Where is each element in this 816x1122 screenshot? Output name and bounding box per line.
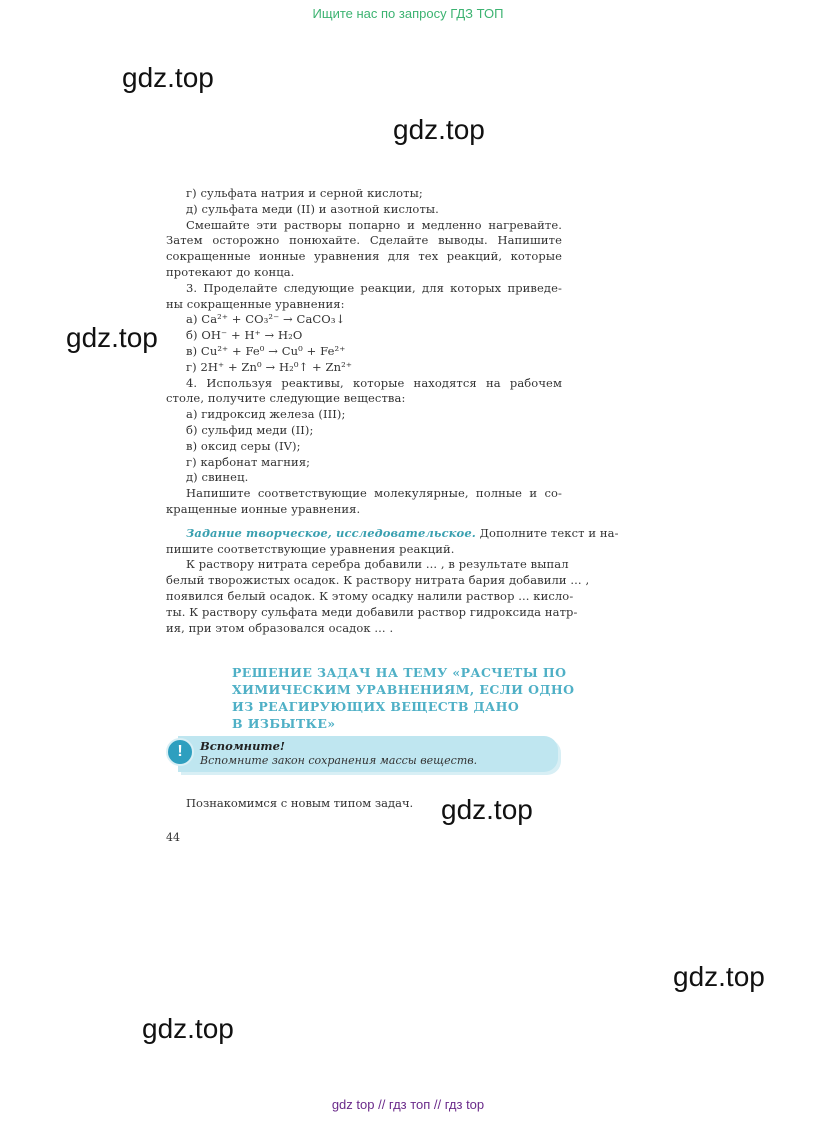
text-line: 4. Используя реактивы, которые находятся на рабочем [186, 375, 562, 390]
text-line: протекают до конца. [166, 264, 295, 279]
text-line: д) сульфата меди (II) и азотной кислоты. [186, 201, 439, 216]
text-line: появился белый осадок. К этому осадку налили раствор ... кисло- [166, 588, 574, 603]
creative-task [166, 525, 619, 637]
remind-callout [166, 736, 562, 776]
text-line: б) сульфид меди (II); [186, 422, 314, 437]
text-line: пишите соответствующие уравнения реакций. [166, 541, 455, 556]
text-line: ты. К раствору сульфата меди добавили раствор гидроксида натр- [166, 604, 578, 619]
text-line: ны сокращенные уравнения: [166, 296, 345, 311]
remind-text: Вспомните закон сохранения массы веществ. [200, 754, 478, 767]
watermark: gdz.top [441, 794, 533, 825]
textbook-page [166, 186, 619, 636]
text-line: д) свинец. [186, 470, 249, 485]
text-line: белый творожистых осадок. К раствору нитрата бария добавили ... , [166, 573, 590, 588]
equation-b: б) OH⁻ + H⁺ → H₂O [186, 328, 303, 343]
text-line: К раствору нитрата серебра добавили ... , в результате выпал [186, 557, 569, 572]
page-number: 44 [166, 831, 180, 844]
text-line: в) оксид серы (IV); [186, 438, 301, 453]
section-title-line: ХИМИЧЕСКИМ УРАВНЕНИЯМ, ЕСЛИ ОДНО [232, 682, 575, 697]
text-line: Затем осторожно понюхайте. Сделайте выводы. Напишите [166, 233, 562, 248]
remind-title: Вспомните! [200, 739, 285, 753]
equation-d: г) 2H⁺ + Zn⁰ → H₂⁰↑ + Zn²⁺ [186, 359, 352, 374]
text-line: Напишите соответствующие молекулярные, полные и со- [186, 486, 562, 501]
text-line: г) карбонат магния; [186, 454, 311, 469]
text-line: 3. Проделайте следующие реакции, для которых приведе- [186, 280, 562, 295]
text-line: сокращенные ионные уравнения для тех реакций, которые [166, 249, 562, 264]
watermark: gdz.top [142, 1013, 234, 1044]
top-banner: Ищите нас по запросу ГДЗ ТОП [312, 6, 504, 21]
footer-links[interactable]: gdz top // гдз топ // гдз top [331, 1097, 485, 1112]
text-line: кращенные ионные уравнения. [166, 501, 361, 516]
section-title [232, 664, 575, 732]
text-line: ия, при этом образовался осадок ... . [166, 620, 394, 635]
watermark: gdz.top [393, 114, 485, 145]
section-title-line: В ИЗБЫТКЕ» [232, 716, 336, 731]
text-line: столе, получите следующие вещества: [166, 391, 406, 406]
text-line: а) гидроксид железа (III); [186, 407, 346, 422]
section-title-line: РЕШЕНИЕ ЗАДАЧ НА ТЕМУ «РАСЧЕТЫ ПО [232, 665, 567, 680]
equation-a: а) Ca²⁺ + CO₃²⁻ → CaCO₃↓ [186, 312, 346, 327]
watermark: gdz.top [122, 62, 214, 93]
watermark: gdz.top [66, 322, 158, 353]
final-line: Познакомимся с новым типом задач. [186, 796, 414, 810]
text-line: Смешайте эти растворы попарно и медленно нагревайте. [186, 217, 562, 232]
text-line: Дополните текст и на- [475, 525, 619, 540]
task-heading: Задание творческое, исследовательское. [186, 525, 476, 540]
exclamation-icon: ! [166, 738, 194, 766]
text-line: г) сульфата натрия и серной кислоты; [186, 186, 423, 200]
watermark: gdz.top [673, 961, 765, 992]
section-title-line: ИЗ РЕАГИРУЮЩИХ ВЕЩЕСТВ ДАНО [232, 699, 520, 714]
equation-c: в) Cu²⁺ + Fe⁰ → Cu⁰ + Fe²⁺ [186, 343, 346, 358]
